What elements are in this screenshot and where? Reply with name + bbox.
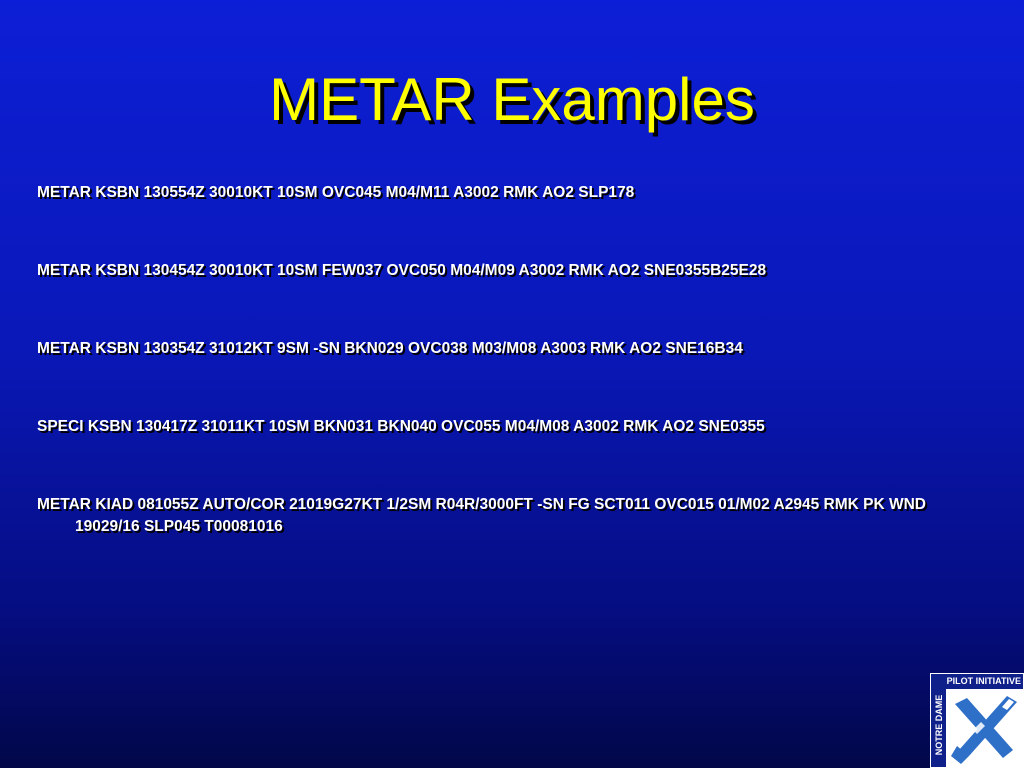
- pilot-initiative-logo: [930, 673, 1024, 768]
- metar-report-3: METAR KSBN 130354Z 31012KT 9SM -SN BKN029 OVC038 M03/M08 A3003 RMK AO2 SNE16B34: [37, 340, 743, 357]
- metar-report-list: [37, 182, 987, 538]
- metar-report-5: METAR KIAD 081055Z AUTO/COR 21019G27KT 1/2SM R04R/3000FT -SN FG SCT011 OVC015 01/M02 A2945 RMK PK WND 19029/16 SLP045 T00081016: [37, 496, 926, 535]
- airplane-icon: [947, 690, 1023, 767]
- logo-top-banner: PILOT INITIATIVE: [931, 674, 1023, 689]
- metar-report-1: METAR KSBN 130554Z 30010KT 10SM OVC045 M04/M11 A3002 RMK AO2 SLP178: [37, 184, 635, 201]
- logo-side-label: NOTRE DAME: [934, 694, 944, 756]
- slide-title: METAR Examples: [269, 66, 755, 133]
- logo-side-banner: [931, 689, 946, 767]
- metar-report-2: METAR KSBN 130454Z 30010KT 10SM FEW037 OVC050 M04/M09 A3002 RMK AO2 SNE0355B25E28: [37, 262, 767, 279]
- speci-report-4: SPECI KSBN 130417Z 31011KT 10SM BKN031 BKN040 OVC055 M04/M08 A3002 RMK AO2 SNE0355: [37, 418, 765, 435]
